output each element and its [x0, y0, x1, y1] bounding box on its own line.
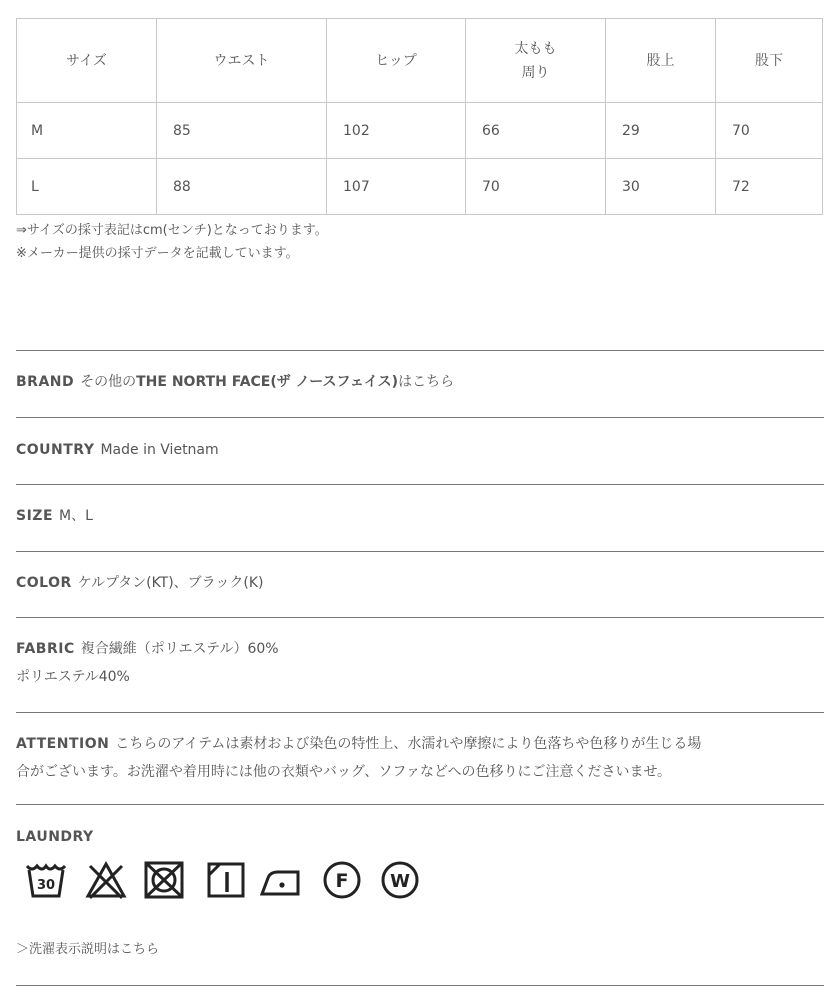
- no-bleach-icon: [84, 858, 128, 902]
- fabric-value-1: 複合繊維（ポリエステル）60%: [80, 641, 279, 657]
- header-rise: 股上: [606, 19, 716, 103]
- header-waist: ウエスト: [157, 19, 327, 103]
- cell: 70: [466, 159, 606, 215]
- no-tumble-dry-icon: [142, 858, 186, 902]
- color-section: [16, 569, 824, 597]
- size-notes: [16, 219, 328, 265]
- drip-dry-shade-icon: [204, 858, 248, 902]
- size-note-source: ※メーカー提供の採寸データを記載しています。: [16, 246, 299, 261]
- cell: 66: [466, 103, 606, 159]
- cell: 29: [606, 103, 716, 159]
- cell: 85: [157, 103, 327, 159]
- header-size: サイズ: [17, 19, 157, 103]
- size-label: SIZE: [16, 508, 54, 524]
- iron-low-icon: [258, 858, 306, 902]
- divider: [16, 712, 824, 713]
- cell: 88: [157, 159, 327, 215]
- divider: [16, 617, 824, 618]
- brand-prefix: その他の: [80, 374, 137, 390]
- brand-suffix: はこちら: [398, 374, 455, 390]
- attention-label: ATTENTION: [16, 736, 110, 752]
- fabric-section: [16, 635, 824, 691]
- divider: [16, 484, 824, 485]
- brand-label: BRAND: [16, 374, 75, 390]
- dryclean-f-icon: [320, 858, 364, 902]
- cell: 72: [716, 159, 823, 215]
- table-row: [17, 159, 823, 215]
- header-inseam: 股下: [716, 19, 823, 103]
- divider: [16, 417, 824, 418]
- divider: [16, 551, 824, 552]
- cell: M: [17, 103, 157, 159]
- size-section: [16, 502, 824, 530]
- size-table-header-row: [17, 19, 823, 103]
- care-label-link[interactable]: ＞洗濯表示説明はこちら: [16, 942, 160, 957]
- attention-text-2: 合がございます。お洗濯や着用時には他の衣類やバッグ、ソファなどへの色移りにご注意くださいませ。: [16, 764, 672, 780]
- wetclean-letter: W: [390, 871, 410, 892]
- fabric-value-2: ポリエステル40%: [16, 669, 130, 685]
- divider: [16, 985, 824, 986]
- wash-temp: 30: [36, 878, 56, 893]
- size-value: M、L: [59, 508, 93, 524]
- dryclean-letter: F: [335, 870, 349, 892]
- country-section: [16, 436, 824, 464]
- divider: [16, 804, 824, 805]
- cell: L: [17, 159, 157, 215]
- brand-name: THE NORTH FACE(ザ ノースフェイス): [136, 374, 399, 390]
- attention-text-1: こちらのアイテムは素材および染色の特性上、水濡れや摩擦により色落ちや色移りが生じる場: [115, 736, 702, 752]
- brand-section: [16, 368, 824, 396]
- cell: 70: [716, 103, 823, 159]
- laundry-label: LAUNDRY: [16, 829, 94, 845]
- wetclean-w-icon: [378, 858, 422, 902]
- size-table: [16, 18, 823, 215]
- cell: 107: [327, 159, 466, 215]
- table-row: [17, 103, 823, 159]
- brand-link[interactable]: [80, 374, 454, 390]
- size-note-unit: ⇒サイズの採寸表記はcm(センチ)となっております。: [16, 223, 328, 238]
- header-hip: ヒップ: [327, 19, 466, 103]
- country-value: Made in Vietnam: [100, 442, 219, 458]
- laundry-section: [16, 823, 824, 851]
- header-thigh: 太もも 周り: [466, 19, 606, 103]
- cell: 102: [327, 103, 466, 159]
- wash-30-icon: [24, 858, 68, 902]
- color-value: ケルプタン(KT)、ブラック(K): [77, 575, 264, 591]
- fabric-label: FABRIC: [16, 641, 75, 657]
- color-label: COLOR: [16, 575, 72, 591]
- country-label: COUNTRY: [16, 442, 95, 458]
- divider: [16, 350, 824, 351]
- attention-section: [16, 730, 824, 786]
- cell: 30: [606, 159, 716, 215]
